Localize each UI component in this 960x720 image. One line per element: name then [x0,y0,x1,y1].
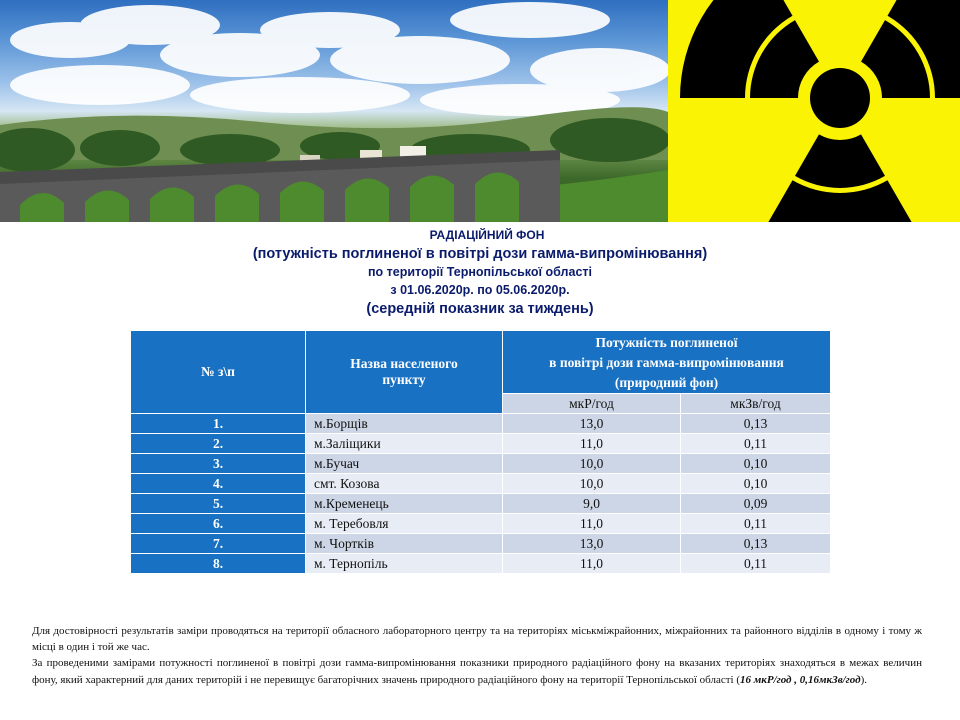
row-value-mkr: 13,0 [503,414,681,434]
row-value-mkr: 9,0 [503,494,681,514]
title-average-note: (середній показник за тиждень) [366,301,594,317]
header-number [131,331,306,414]
table-row [131,474,831,494]
header-dose-line1: Потужність поглиненої [595,335,738,350]
header-dose-power [503,331,831,394]
title-main: РАДІАЦІЙНИЙ ФОН [429,228,545,242]
row-settlement: м. Теребовля [306,514,503,534]
title-subtitle: (потужність поглиненої в повітрі дози гамма-випромінювання) [252,246,708,262]
viaduct-bridge [0,150,560,222]
table-row [131,434,831,454]
table-header-row [131,331,831,394]
row-value-mksv: 0,13 [681,534,831,554]
row-number: 1. [131,414,306,434]
header-settlement-line2: пункту [382,372,426,387]
title-region: по території Тернопільської області [367,265,592,279]
title-period: з 01.06.2020р. по 05.06.2020р. [390,283,570,297]
row-number: 2. [131,434,306,454]
row-value-mkr: 13,0 [503,534,681,554]
footnote-norm-values: 16 мкР/год , 0,16мкЗв/год [740,673,861,686]
row-value-mksv: 0,11 [681,554,831,574]
row-settlement: м.Борщів [306,414,503,434]
table-row [131,554,831,574]
row-value-mkr: 10,0 [503,474,681,494]
table-body [131,414,831,574]
footnote-conclusion [32,655,922,687]
header-number-label: № з\п [201,364,235,379]
row-settlement: м. Тернопіль [306,554,503,574]
header-dose-line3: (природний фон) [614,375,719,390]
row-value-mksv: 0,13 [681,414,831,434]
header-settlement [306,331,503,414]
table-row [131,454,831,474]
table-row [131,534,831,554]
clouds [10,2,668,116]
row-value-mksv: 0,10 [681,474,831,494]
row-number: 3. [131,454,306,474]
row-number: 6. [131,514,306,534]
row-value-mksv: 0,10 [681,454,831,474]
row-number: 7. [131,534,306,554]
radiation-trefoil-icon [668,0,960,222]
table-row [131,514,831,534]
radiation-hazard-symbol [668,0,960,222]
row-value-mksv: 0,11 [681,434,831,454]
footnotes [32,623,922,688]
viaduct-landscape-photo [0,0,668,222]
row-settlement: м.Кременець [306,494,503,514]
header-unit-mksv: мкЗв/год [681,394,831,414]
header-settlement-line1: Назва населеного [350,356,458,371]
row-value-mkr: 11,0 [503,514,681,534]
row-settlement: смт. Козова [306,474,503,494]
footnote-methodology: Для достовірності результатів заміри проводяться на території обласного лабораторного центру та на територіях міськміжрайонних, міжрайонних та районного відділів в одному і тому ж місці в один і той же час. [32,625,922,654]
row-value-mksv: 0,11 [681,514,831,534]
landscape-illustration [0,0,668,222]
row-settlement: м.Бучач [306,454,503,474]
row-number: 4. [131,474,306,494]
row-number: 8. [131,554,306,574]
row-value-mkr: 11,0 [503,434,681,454]
row-value-mkr: 10,0 [503,454,681,474]
row-value-mksv: 0,09 [681,494,831,514]
row-value-mkr: 11,0 [503,554,681,574]
footnote-conclusion-end: ). [860,673,867,686]
title-block [0,226,960,319]
row-number: 5. [131,494,306,514]
row-settlement: м. Чортків [306,534,503,554]
footnote-conclusion-text: За проведеними замірами потужності поглиненої в повітрі дози гамма-випромінювання показники природного радіаційного фону на вказаних територіях знаходяться в межах величин фону, який характерний для даних територій і не перевищує багаторічних значень природного радіаційного фону на території Тернопільської області ( [32,657,922,686]
row-settlement: м.Заліщики [306,434,503,454]
radiation-table [130,330,831,574]
table-row [131,414,831,434]
header-unit-mkr: мкР/год [503,394,681,414]
table-row [131,494,831,514]
header-dose-line2: в повітрі дози гамма-випромінювання [549,355,784,370]
